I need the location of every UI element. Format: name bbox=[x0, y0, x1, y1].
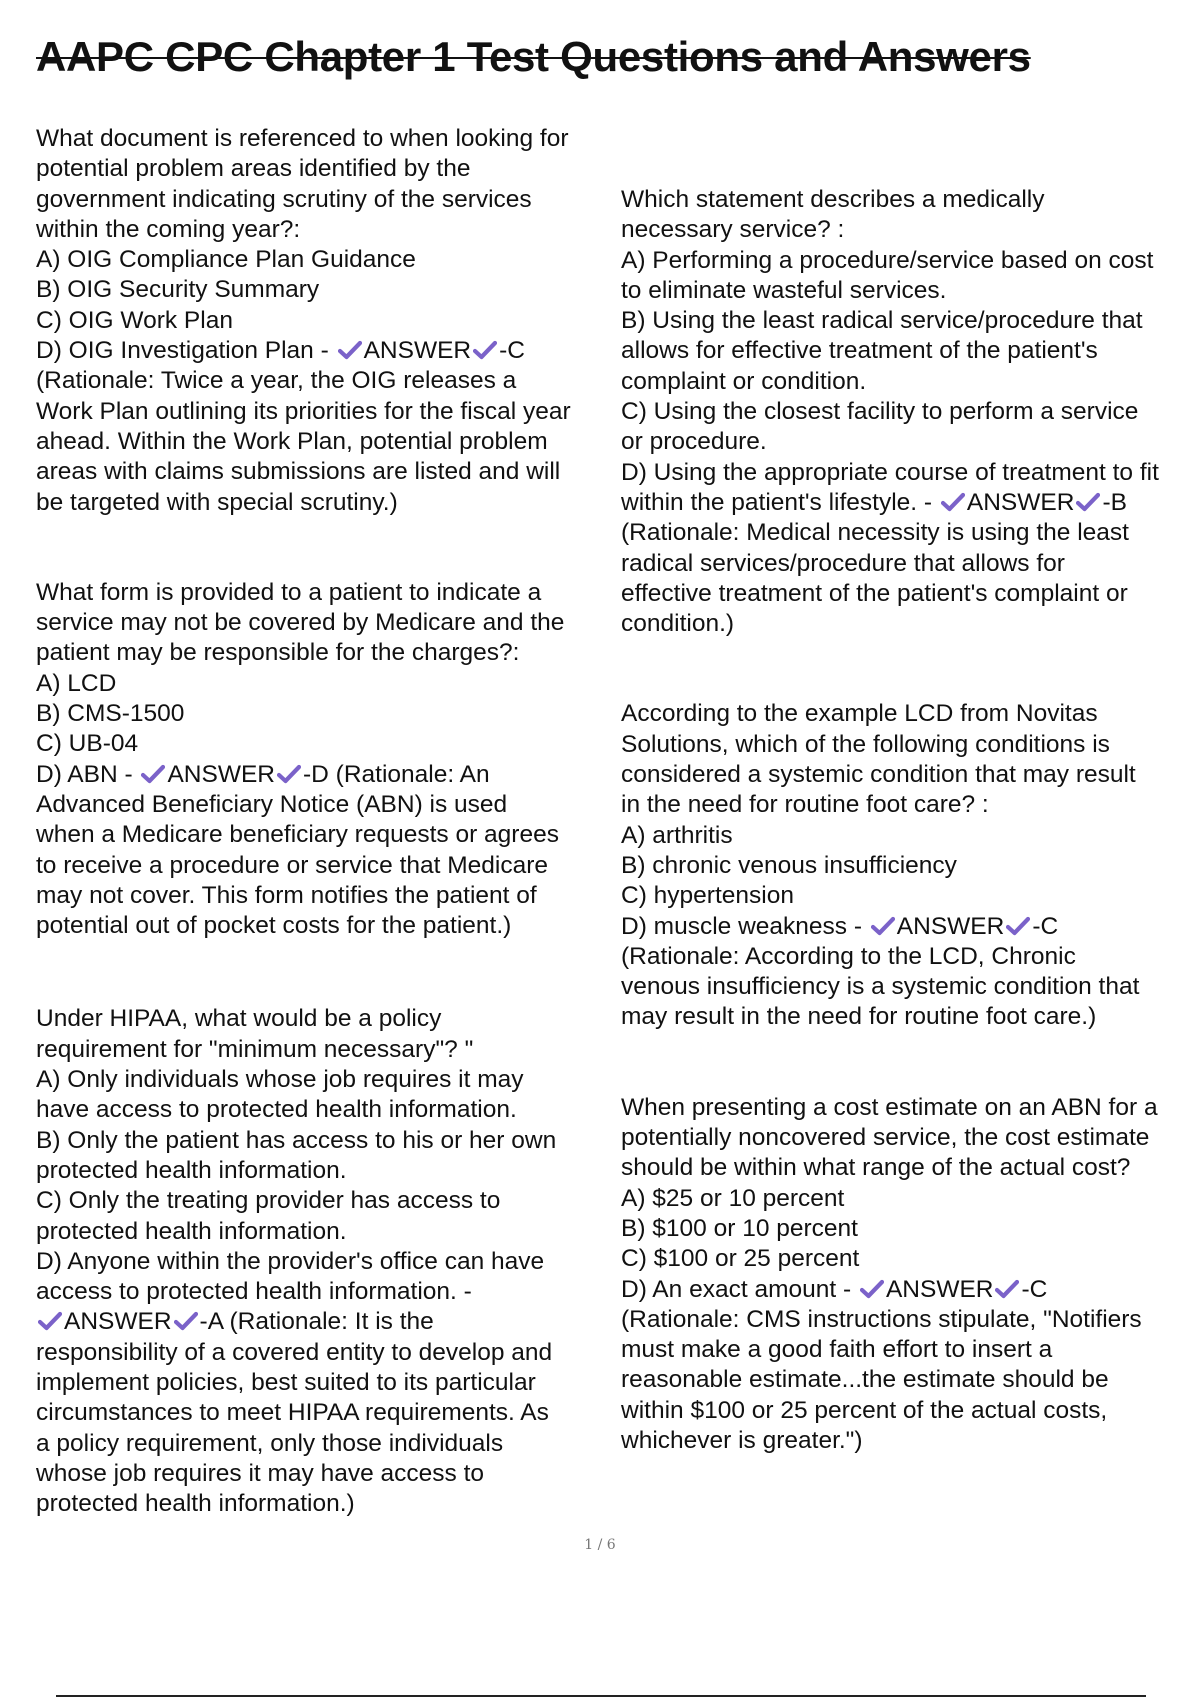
check-icon bbox=[871, 916, 895, 936]
answer-label: ANSWER bbox=[363, 337, 472, 365]
check-icon bbox=[941, 492, 965, 512]
question-line: What form is provided to a patient to indicate a bbox=[36, 578, 542, 606]
question-line: C) Only the treating provider has access to bbox=[36, 1187, 501, 1215]
answer-value: -C bbox=[1021, 1275, 1048, 1303]
rationale-line: radical services/procedure that allows for bbox=[621, 549, 1065, 577]
rationale-line: implement policies, best suited to its particular bbox=[36, 1368, 536, 1396]
check-icon bbox=[995, 1279, 1019, 1299]
question-line: C) hypertension bbox=[621, 882, 794, 910]
answer-line bbox=[36, 1307, 611, 1337]
question-block bbox=[36, 1004, 611, 1519]
answer-line bbox=[36, 760, 611, 790]
question-line: A) $25 or 10 percent bbox=[621, 1184, 845, 1212]
rationale-line: Work Plan outlining its priorities for the fiscal year bbox=[36, 397, 571, 425]
question-line: A) Only individuals whose job requires it may bbox=[36, 1066, 524, 1094]
rationale-line: circumstances to meet HIPAA requirements. As bbox=[36, 1399, 549, 1427]
footer-divider bbox=[56, 1695, 1146, 1697]
question-line: C) UB-04 bbox=[36, 730, 139, 758]
check-icon bbox=[338, 340, 362, 360]
rationale-line: (Rationale: Twice a year, the OIG releases a bbox=[36, 367, 517, 395]
rationale-line: responsibility of a covered entity to develop and bbox=[36, 1338, 553, 1366]
question-line: requirement for "minimum necessary"? " bbox=[36, 1035, 474, 1063]
question-line: service may not be covered by Medicare and the bbox=[36, 609, 565, 637]
question-line: potential problem areas identified by the bbox=[36, 155, 471, 183]
question-line: protected health information. bbox=[36, 1217, 347, 1245]
question-line: B) Using the least radical service/procedure that bbox=[621, 307, 1143, 335]
question-line: necessary service? : bbox=[621, 216, 845, 244]
rationale-line: reasonable estimate...the estimate should be bbox=[621, 1366, 1109, 1394]
check-icon bbox=[473, 340, 497, 360]
check-icon bbox=[1006, 916, 1030, 936]
question-block bbox=[621, 699, 1200, 1032]
answer-line bbox=[621, 488, 1200, 518]
question-line: have access to protected health information. bbox=[36, 1096, 517, 1124]
answer-label: ANSWER bbox=[64, 1308, 172, 1336]
question-line: A) LCD bbox=[36, 669, 117, 697]
question-line: A) OIG Compliance Plan Guidance bbox=[36, 246, 416, 274]
answer-prefix: D) muscle weakness - bbox=[621, 912, 869, 940]
rationale-line: potential out of pocket costs for the patient.) bbox=[36, 912, 512, 940]
question-line: Solutions, which of the following conditions is bbox=[621, 730, 1110, 758]
right-column bbox=[621, 185, 1200, 1456]
rationale-line: effective treatment of the patient's complaint or bbox=[621, 579, 1128, 607]
answer-prefix: D) ABN - bbox=[36, 760, 140, 788]
left-column bbox=[36, 124, 611, 1519]
rationale-line: (Rationale: Medical necessity is using the least bbox=[621, 519, 1129, 547]
rationale-line: Advanced Beneficiary Notice (ABN) is used bbox=[36, 790, 508, 818]
question-line: allows for effective treatment of the patient's bbox=[621, 337, 1098, 365]
question-block bbox=[621, 1093, 1200, 1457]
question-line: considered a systemic condition that may result bbox=[621, 761, 1136, 789]
rationale-line: (Rationale: CMS instructions stipulate, "Notifiers bbox=[621, 1305, 1142, 1333]
question-line: D) Anyone within the provider's office can have bbox=[36, 1247, 545, 1275]
answer-line bbox=[621, 912, 1200, 942]
question-line: What document is referenced to when looking for bbox=[36, 125, 569, 152]
page-title: AAPC CPC Chapter 1 Test Questions and Answers bbox=[36, 33, 1031, 80]
answer-value: -D (Rationale: An bbox=[303, 760, 490, 788]
rationale-line: must make a good faith effort to insert a bbox=[621, 1336, 1053, 1364]
question-line: B) chronic venous insufficiency bbox=[621, 851, 957, 879]
answer-value: -B bbox=[1102, 488, 1127, 516]
question-line: access to protected health information. - bbox=[36, 1278, 472, 1306]
check-icon bbox=[1076, 492, 1100, 512]
rationale-line: ahead. Within the Work Plan, potential problem bbox=[36, 427, 548, 455]
rationale-line: to receive a procedure or service that Medicare bbox=[36, 851, 549, 879]
rationale-line: venous insufficiency is a systemic condition that bbox=[621, 973, 1140, 1001]
question-line: C) $100 or 25 percent bbox=[621, 1245, 860, 1273]
check-icon bbox=[38, 1311, 62, 1331]
answer-label: ANSWER bbox=[896, 912, 1005, 940]
question-line: potentially noncovered service, the cost estimate bbox=[621, 1124, 1150, 1152]
check-icon bbox=[277, 764, 301, 784]
check-icon bbox=[860, 1279, 884, 1299]
rationale-line: when a Medicare beneficiary requests or agrees bbox=[36, 821, 559, 849]
question-line: D) Using the appropriate course of treatment to fit bbox=[621, 458, 1159, 486]
rationale-line: within $100 or 25 percent of the actual costs, bbox=[621, 1396, 1108, 1424]
question-line: complaint or condition. bbox=[621, 367, 867, 395]
question-line: Which statement describes a medically bbox=[621, 186, 1045, 213]
rationale-line: condition.) bbox=[621, 610, 735, 638]
question-line: C) Using the closest facility to perform a service bbox=[621, 398, 1139, 426]
answer-value: -C bbox=[1032, 912, 1059, 940]
question-line: or procedure. bbox=[621, 428, 767, 456]
answer-label: ANSWER bbox=[966, 488, 1075, 516]
question-line: A) arthritis bbox=[621, 821, 733, 849]
answer-prefix: D) OIG Investigation Plan - bbox=[36, 337, 336, 365]
check-icon bbox=[174, 1311, 198, 1331]
rationale-line: protected health information.) bbox=[36, 1490, 355, 1518]
rationale-line: a policy requirement, only those individuals bbox=[36, 1429, 504, 1457]
question-line: C) OIG Work Plan bbox=[36, 306, 233, 334]
answer-line bbox=[621, 1275, 1200, 1305]
question-line: Under HIPAA, what would be a policy bbox=[36, 1005, 442, 1033]
rationale-line: may result in the need for routine foot care.) bbox=[621, 1003, 1097, 1031]
question-line: protected health information. bbox=[36, 1156, 347, 1184]
question-line: B) OIG Security Summary bbox=[36, 276, 320, 304]
answer-line bbox=[36, 336, 611, 366]
answer-label: ANSWER bbox=[885, 1275, 994, 1303]
question-line: within the coming year?: bbox=[36, 215, 301, 243]
answer-label: ANSWER bbox=[167, 760, 276, 788]
answer-value: -A (Rationale: It is the bbox=[199, 1308, 434, 1336]
question-block bbox=[36, 578, 611, 942]
answer-prefix: within the patient's lifestyle. - bbox=[621, 488, 939, 516]
question-line: B) Only the patient has access to his or her own bbox=[36, 1126, 557, 1154]
question-block bbox=[621, 185, 1200, 639]
question-block bbox=[36, 124, 611, 518]
rationale-line: be targeted with special scrutiny.) bbox=[36, 488, 398, 516]
question-line: in the need for routine foot care? : bbox=[621, 791, 989, 819]
question-line: When presenting a cost estimate on an ABN for a bbox=[621, 1093, 1158, 1121]
question-line: A) Performing a procedure/service based on cost bbox=[621, 246, 1154, 274]
question-line: to eliminate wasteful services. bbox=[621, 276, 947, 304]
question-line: B) $100 or 10 percent bbox=[621, 1214, 858, 1242]
answer-value: -C bbox=[499, 337, 525, 365]
rationale-line: (Rationale: According to the LCD, Chronic bbox=[621, 942, 1076, 970]
rationale-line: whose job requires it may have access to bbox=[36, 1459, 485, 1487]
rationale-line: areas with claims submissions are listed and will bbox=[36, 458, 561, 486]
rationale-line: whichever is greater.") bbox=[621, 1426, 863, 1454]
question-line: B) CMS-1500 bbox=[36, 700, 185, 728]
rationale-line: may not cover. This form notifies the patient of bbox=[36, 881, 537, 909]
question-line: government indicating scrutiny of the services bbox=[36, 185, 532, 213]
question-line: patient may be responsible for the charges?: bbox=[36, 639, 520, 667]
page-number: 1 / 6 bbox=[584, 1537, 616, 1553]
question-line: should be within what range of the actual cost? bbox=[621, 1154, 1131, 1182]
question-line: According to the example LCD from Novitas bbox=[621, 700, 1098, 728]
check-icon bbox=[141, 764, 165, 784]
answer-prefix: D) An exact amount - bbox=[621, 1275, 858, 1303]
